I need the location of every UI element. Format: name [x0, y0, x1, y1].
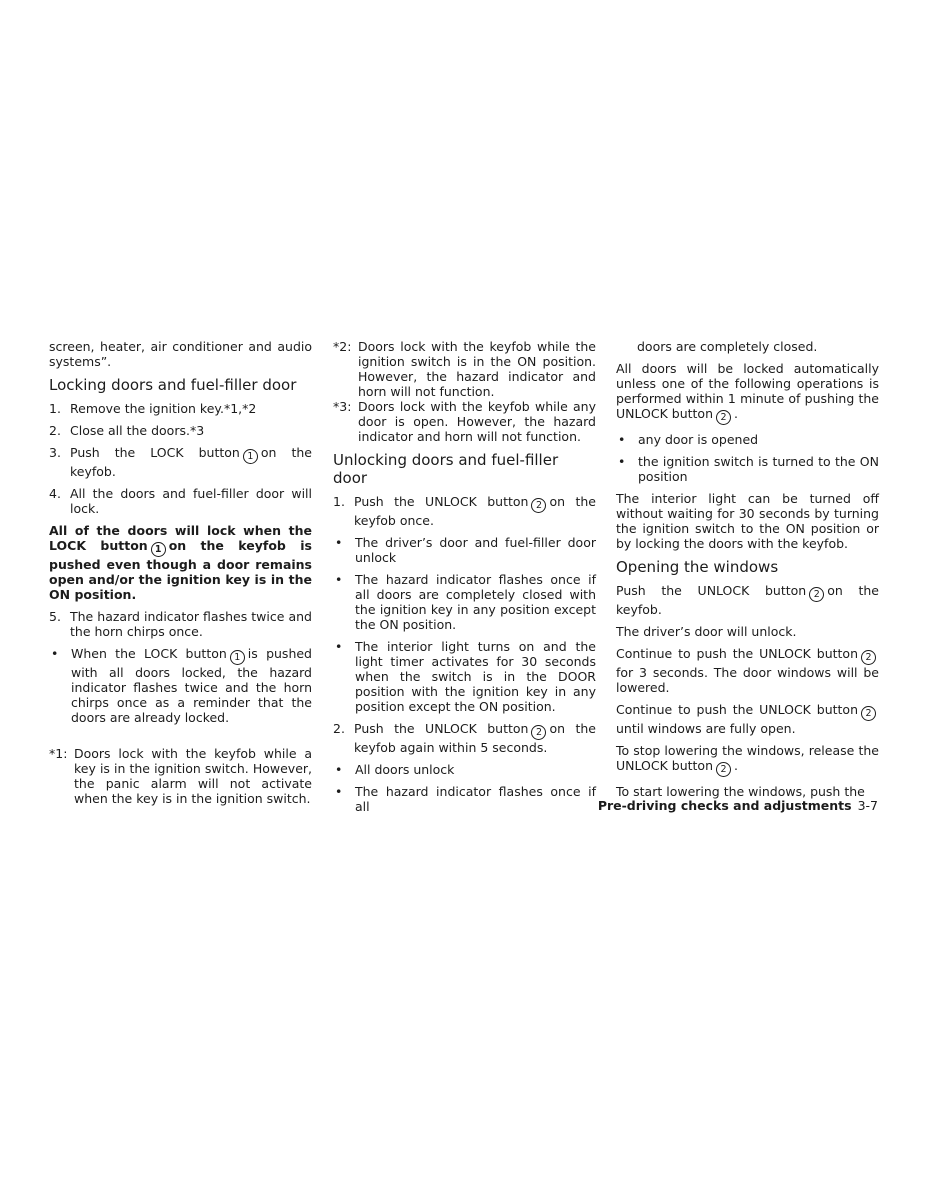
step-number: 1.: [333, 494, 345, 509]
circled-number-2: 2: [716, 410, 731, 425]
interior-light-text: The interior light can be turned off without waiting for 30 seconds by turning the ignition switch to the ON position or by locking the doors with the keyfob.: [616, 491, 879, 551]
windows-text-1: [616, 583, 879, 617]
windows-text-4-a: Continue to push the UNLOCK button: [616, 702, 858, 717]
footnote-3: [333, 399, 596, 444]
bullet-item: [616, 432, 879, 447]
bullet-icon: •: [335, 572, 343, 587]
step-text: [354, 494, 596, 528]
bullet-text: any door is opened: [638, 432, 759, 447]
step-text-b: on the keyfob.: [70, 445, 312, 479]
circled-number-2: 2: [531, 725, 546, 740]
step-3: [49, 445, 312, 479]
heading-unlocking: Unlocking doors and fuel-filler door: [333, 451, 559, 487]
step-1: [49, 401, 312, 416]
step-text-a: Push the UNLOCK button: [354, 494, 529, 509]
bullet-text: The driver’s door and fuel-filler door unlock: [355, 535, 596, 565]
step-number: 2.: [333, 721, 345, 736]
step-text: The hazard indicator flashes twice and the horn chirps once.: [70, 609, 312, 639]
windows-text-4-b: until windows are fully open.: [616, 721, 796, 736]
column-middle: [333, 339, 596, 821]
heading-opening-windows: Opening the windows: [616, 558, 779, 576]
step-number: 3.: [49, 445, 61, 460]
step-text-a: Push the LOCK button: [70, 445, 240, 460]
footnote-2: [333, 339, 596, 399]
heading-locking: Locking doors and fuel-filler door: [49, 376, 297, 394]
windows-text-1-a: Push the UNLOCK button: [616, 583, 807, 598]
bullet-text: The hazard indicator flashes once if all doors are completely closed with the ignition key in any position except the ON position.: [355, 572, 596, 632]
bullet-item: [333, 762, 596, 777]
bullet-text: [71, 646, 312, 725]
bullet-icon: •: [335, 535, 343, 550]
footnote-text: Doors lock with the keyfob while any door is open. However, the hazard indicator and horn will not function.: [358, 399, 596, 444]
step-number: 2.: [49, 423, 61, 438]
intro-text: screen, heater, air conditioner and audio systems”.: [49, 339, 312, 369]
windows-text-2: The driver’s door will unlock.: [616, 624, 797, 639]
step-text-b: on the keyfob again within 5 seconds.: [354, 721, 596, 755]
footnote-marker: *1:: [49, 746, 68, 761]
bullet-item: [333, 784, 596, 814]
continued-text: doors are completely closed.: [637, 339, 818, 354]
bullet-item: [49, 646, 312, 725]
page-number: 3-7: [857, 798, 878, 813]
step-2: [49, 423, 312, 438]
page-footer: [598, 798, 878, 813]
circled-number-2: 2: [531, 498, 546, 513]
unlock-step-1: [333, 494, 596, 528]
circled-number-1: 1: [243, 449, 258, 464]
footnote-marker: *3:: [333, 399, 352, 414]
step-text: All the doors and fuel-filler door will lock.: [70, 486, 312, 516]
footnote-1: [49, 746, 312, 806]
auto-lock-text-b: .: [734, 406, 738, 421]
step-text: Close all the doors.*3: [70, 423, 205, 438]
windows-text-6: To start lowering the windows, push the: [616, 784, 865, 799]
circled-number-2: 2: [809, 587, 824, 602]
bullet-text: the ignition switch is turned to the ON position: [638, 454, 879, 484]
windows-text-3-b: for 3 seconds. The door windows will be lowered.: [616, 665, 879, 695]
windows-text-5-a: To stop lowering the windows, release the UNLOCK button: [616, 743, 879, 773]
bullet-icon: •: [335, 762, 343, 777]
bullet-item: [333, 535, 596, 565]
footnote-text: Doors lock with the keyfob while a key is in the ignition switch. However, the panic alarm will not activate when the key is in the ignition switch.: [74, 746, 312, 806]
windows-text-1-b: on the keyfob.: [616, 583, 879, 617]
column-right: [616, 339, 879, 806]
windows-text-3: [616, 646, 879, 695]
bullet-text: All doors unlock: [355, 762, 455, 777]
spacer: [49, 732, 312, 746]
column-left: [49, 339, 312, 813]
warning-text-a: All of the doors will lock when the LOCK button: [49, 523, 312, 553]
step-text: [70, 445, 312, 479]
step-text-a: Push the UNLOCK button: [354, 721, 529, 736]
warning-text: [49, 523, 312, 602]
bullet-icon: •: [335, 639, 343, 654]
step-text-b: on the keyfob once.: [354, 494, 596, 528]
windows-text-5: [616, 743, 879, 777]
bullet-icon: •: [618, 454, 626, 469]
windows-text-3-a: Continue to push the UNLOCK button: [616, 646, 858, 661]
bullet-icon: •: [51, 646, 59, 661]
circled-number-1: 1: [230, 650, 245, 665]
circled-number-2: 2: [716, 762, 731, 777]
bullet-icon: •: [335, 784, 343, 799]
unlock-step-2: [333, 721, 596, 755]
bullet-item: [333, 572, 596, 632]
bullet-item: [616, 454, 879, 484]
step-text: [354, 721, 596, 755]
bullet-item: [333, 639, 596, 714]
step-4: [49, 486, 312, 516]
circled-number-2: 2: [861, 650, 876, 665]
auto-lock-text: [616, 361, 879, 425]
step-number: 1.: [49, 401, 61, 416]
bullet-text: The hazard indicator flashes once if all: [355, 784, 596, 814]
windows-text-4: [616, 702, 879, 736]
windows-text-5-b: .: [734, 758, 738, 773]
footer-section-title: Pre-driving checks and adjustments: [597, 798, 852, 813]
circled-number-2: 2: [861, 706, 876, 721]
bullet-text: The interior light turns on and the light timer activates for 30 seconds when the switch is in the DOOR position with the ignition key in any position except the ON position.: [355, 639, 596, 714]
footnote-marker: *2:: [333, 339, 352, 354]
warning-text-b: on the keyfob is pushed even though a door remains open and/or the ignition key is in the ON position.: [49, 538, 312, 602]
step-text: Remove the ignition key.*1,*2: [70, 401, 257, 416]
bullet-text-b: is pushed with all doors locked, the hazard indicator flashes twice and the horn chirps once as a reminder that the doors are already locked.: [71, 646, 312, 725]
bullet-icon: •: [618, 432, 626, 447]
circled-number-1: 1: [151, 542, 166, 557]
footnote-text: Doors lock with the keyfob while the ignition switch is in the ON position. However, the hazard indicator and horn will not function.: [358, 339, 596, 399]
bullet-text-a: When the LOCK button: [71, 646, 227, 661]
step-number: 4.: [49, 486, 61, 501]
step-5: [49, 609, 312, 639]
auto-lock-text-a: All doors will be locked automatically unless one of the following operations is performed within 1 minute of pushing the UNLOCK button: [616, 361, 879, 421]
step-number: 5.: [49, 609, 61, 624]
